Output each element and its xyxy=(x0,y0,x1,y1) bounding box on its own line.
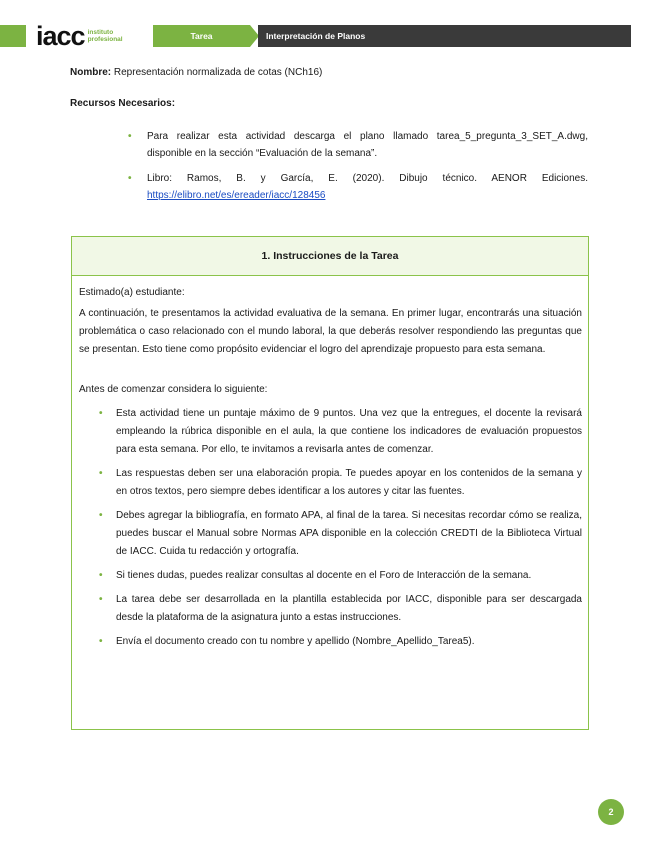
intro-paragraph: A continuación, te presentamos la actividad evaluativa de la semana. En primer lugar, encontrarás una situación problemática o caso relacionado con el mundo laboral, la que deberás resolver respondiendo las preguntas que se presentan. Esto tiene como propósito evidenciar el logro del aprendizaje propuesto para esta semana. xyxy=(79,308,582,355)
list-item xyxy=(116,128,588,162)
bullet-icon: • xyxy=(128,131,132,142)
logo-sub-line-1: instituto xyxy=(87,29,114,36)
resources-list xyxy=(116,128,588,212)
instruction-text: Si tienes dudas, puedes realizar consultas al docente en el Foro de Interacción de la semana. xyxy=(116,570,532,581)
resource-text: Libro: Ramos, B. y García, E. (2020). Dibujo técnico. AENOR Ediciones. xyxy=(147,173,588,184)
instructions-content xyxy=(72,276,588,651)
course-title: Interpretación de Planos xyxy=(258,25,631,47)
instructions-list xyxy=(79,405,582,651)
bullet-icon: • xyxy=(99,468,103,479)
list-item xyxy=(116,170,588,204)
assignment-name xyxy=(70,67,322,78)
bullet-icon: • xyxy=(99,594,103,605)
list-item xyxy=(79,567,582,585)
list-item xyxy=(79,465,582,501)
bullet-icon: • xyxy=(99,510,103,521)
logo-subtitle xyxy=(88,29,123,43)
resources-heading: Recursos Necesarios: xyxy=(70,98,176,109)
list-item xyxy=(79,633,582,651)
ebook-link[interactable]: https://elibro.net/es/ereader/iacc/128456 xyxy=(147,190,326,201)
bullet-icon: • xyxy=(99,408,103,419)
iacc-logo xyxy=(36,22,123,50)
name-value: Representación normalizada de cotas (NCh16) xyxy=(111,67,323,78)
name-label: Nombre: xyxy=(70,67,112,78)
header-accent-block xyxy=(0,25,26,47)
page-header xyxy=(0,22,655,50)
instruction-text: Envía el documento creado con tu nombre y apellido (Nombre_Apellido_Tarea5). xyxy=(116,636,475,647)
instructions-box xyxy=(71,236,589,730)
list-item xyxy=(79,405,582,459)
page-number: 2 xyxy=(598,799,624,825)
instruction-text: Esta actividad tiene un puntaje máximo de 9 puntos. Una vez que la entregues, el docente la revisará empleando la rúbrica disponible en el aula, la que contiene los indicadores de evaluación propuestos para esta semana. Por ello, te invitamos a revisarla antes de comenzar. xyxy=(116,408,582,455)
instructions-title: 1. Instrucciones de la Tarea xyxy=(72,237,588,276)
instruction-text: La tarea debe ser desarrollada en la plantilla establecida por IACC, disponible para ser descargada desde la plataforma de la asignatura junto a estas instrucciones. xyxy=(116,594,582,623)
list-item xyxy=(79,591,582,627)
logo-sub-line-2: profesional xyxy=(87,36,123,43)
before-starting: Antes de comenzar considera lo siguiente: xyxy=(79,384,268,395)
logo-wordmark: iacc xyxy=(36,21,85,51)
resource-text: Para realizar esta actividad descarga el plano llamado tarea_5_pregunta_3_SET_A.dwg, disponible en la sección “Evaluación de la semana”. xyxy=(147,131,588,159)
tab-tarea: Tarea xyxy=(153,25,250,47)
bullet-icon: • xyxy=(99,636,103,647)
bullet-icon: • xyxy=(99,570,103,581)
instruction-text: Las respuestas deben ser una elaboración propia. Te puedes apoyar en los contenidos de la semana y en otros textos, pero siempre debes identificar a los autores y citar las fuentes. xyxy=(116,468,582,497)
bullet-icon: • xyxy=(128,173,132,184)
instruction-text: Debes agregar la bibliografía, en formato APA, al final de la tarea. Si necesitas recordar cómo se realiza, puedes buscar el Manual sobre Normas APA disponible en la colección CREDTI de la Biblioteca Virtual de IACC. Cuida tu redacción y ortografía. xyxy=(116,510,582,557)
list-item xyxy=(79,507,582,561)
greeting: Estimado(a) estudiante: xyxy=(79,287,185,298)
